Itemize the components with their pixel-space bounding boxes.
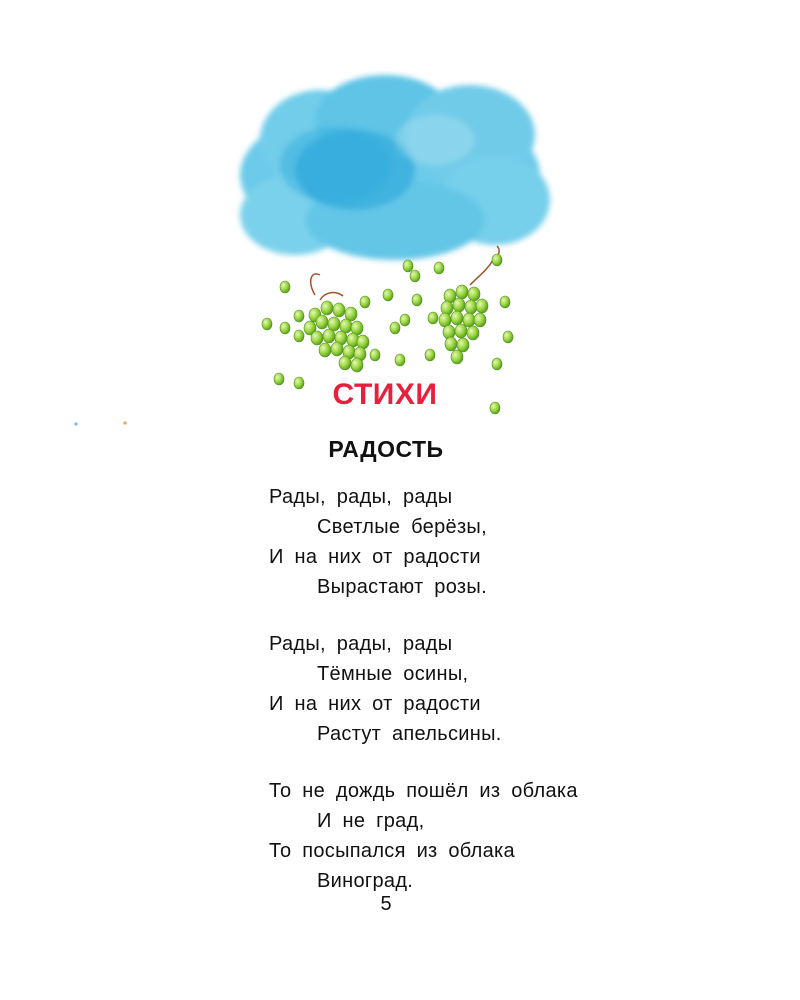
- poem-line: И на них от радости: [269, 546, 481, 568]
- poem-title: РАДОСТЬ: [328, 436, 444, 462]
- cloud-grape-illustration: [225, 70, 555, 420]
- poem-line: Рады, рады, рады: [269, 486, 453, 508]
- poem-line: Вырастают розы.: [317, 576, 487, 598]
- poem-line: Тёмные осины,: [317, 663, 469, 685]
- poem-line: И не град,: [317, 810, 425, 832]
- section-title: СТИХИ: [332, 378, 438, 411]
- grape-bunch-icon: [439, 246, 499, 364]
- stanza-3: [269, 776, 578, 896]
- grape-bunch-icon: [304, 274, 369, 372]
- poem-line: И на них от радости: [269, 693, 481, 715]
- decorative-dots: [70, 420, 140, 428]
- page-number: 5: [380, 893, 392, 915]
- poem-line: Рады, рады, рады: [269, 633, 453, 655]
- poem-line: То не дождь пошёл из облака: [269, 780, 578, 802]
- stanza-2: [269, 629, 578, 749]
- poem-body: [269, 482, 578, 923]
- poem-line: Виноград.: [317, 870, 414, 892]
- poem-line: Растут апельсины.: [317, 723, 502, 745]
- poem-line: То посыпался из облака: [269, 840, 515, 862]
- poem-line: Светлые берёзы,: [317, 516, 487, 538]
- stanza-1: [269, 482, 578, 602]
